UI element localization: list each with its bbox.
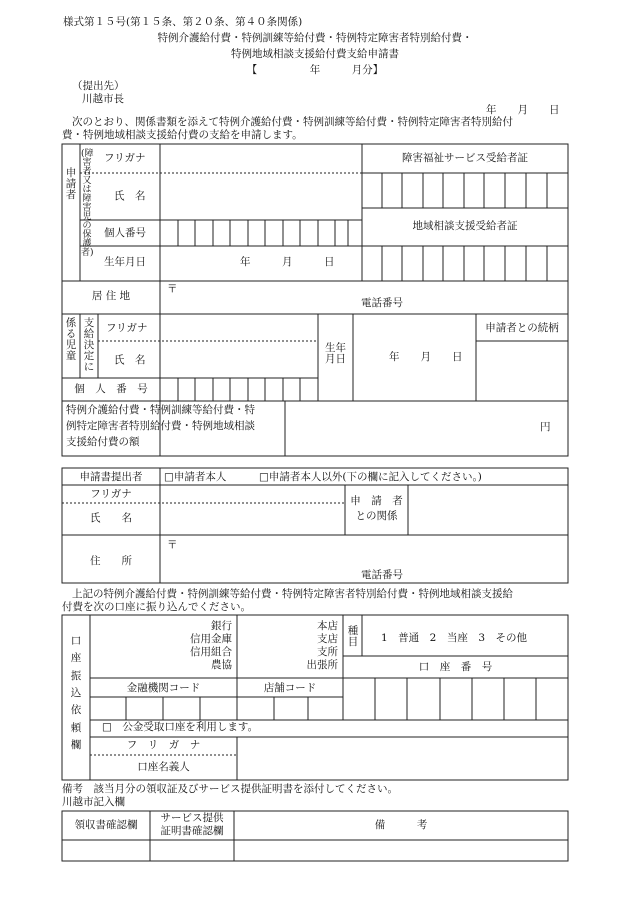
address-label: 居 住 地 [91, 290, 131, 302]
bank-code-label: 金融機関コード [126, 682, 201, 694]
applicant-name-label: 氏 名 [114, 190, 146, 202]
child-furigana-label: フリガナ [106, 322, 148, 334]
child-birth-label: 生年月日 [325, 342, 346, 366]
amount-label-2: 例特定障害者特別給付費・特例地域相談 [66, 420, 255, 432]
receipt-check-label: 領収書確認欄 [74, 819, 138, 831]
service-check-label-2: 証明書確認欄 [160, 825, 224, 837]
bank-side-label: 口座振込依頼欄 [70, 635, 82, 751]
application-date[interactable]: 年 月 日 [486, 104, 560, 116]
child-birth-date[interactable]: 年 月 日 [389, 351, 463, 363]
child-side-label-2: 支給決定に [83, 317, 95, 374]
submitter-postal[interactable]: 〒 [167, 539, 178, 551]
child-side-label-1: 係る児童 [65, 317, 77, 363]
title-line-3: 【 年 月分】 [246, 64, 384, 76]
account-kinds[interactable]: 1 普通 2 当座 3 その他 [381, 632, 528, 644]
bank-type-bank: 銀行 [211, 620, 232, 632]
transfer-note-2: 付費を次の口座に振り込んでください。 [62, 601, 251, 613]
applicant-birth-date[interactable]: 年 月 日 [240, 256, 335, 268]
child-relation-label: 申請者との続柄 [485, 322, 559, 334]
submitter-relation-2: との関係 [355, 510, 398, 522]
remarks-label: 備 考 [374, 819, 428, 831]
bank-type-shinkin: 信用金庫 [190, 633, 232, 645]
applicant-side-label: 申請者 [65, 167, 77, 202]
address-postal[interactable]: 〒 [167, 283, 178, 295]
submitter-opt-self[interactable]: □申請者本人 [164, 471, 227, 483]
amount-label-1: 特例介護給付費・特例訓練等給付費・特 [66, 404, 255, 416]
submitter-furigana-label: フリガナ [90, 488, 132, 500]
holder-furigana-label: フ リ ガ ナ [126, 739, 201, 751]
welfare-cert-label: 障害福祉サービス受給者証 [402, 152, 528, 164]
public-account-checkbox[interactable]: □ 公金受取口座を利用します。 [102, 721, 259, 733]
remarks-note: 備考 該当月分の領収証及びサービス提供証明書を添付してください。 [62, 783, 398, 795]
account-kind-label: 種目 [347, 625, 359, 649]
form-number: 様式第１５号(第１５条、第２０条、第４０条関係) [63, 16, 303, 28]
submitter-opt-other[interactable]: □申請者本人以外(下の欄に記入してください。) [259, 471, 482, 483]
submitter-relation-1: 申 請 者 [350, 495, 403, 507]
title-line-2: 特例地域相談支援給付費支給申請書 [231, 48, 399, 60]
mayor: 川越市長 [82, 93, 124, 105]
amount-label-3: 支援給付費の額 [66, 436, 140, 448]
applicant-side-note: (障害者又は障害児の保護者) [81, 149, 94, 258]
submitter-phone[interactable]: 電話番号 [361, 569, 403, 581]
branch-type-office: 支所 [317, 646, 338, 658]
service-check-label-1: サービス提供 [160, 812, 224, 824]
branch-code-label: 店舗コード [263, 682, 317, 694]
applicant-birth-label: 生年月日 [104, 256, 146, 268]
submitter-label: 申請書提出者 [79, 471, 143, 483]
bank-type-shinkumi: 信用組合 [190, 646, 232, 658]
account-number-label: 口 座 番 号 [418, 661, 493, 673]
transfer-note-1: 上記の特例介護給付費・特例訓練等給付費・特例特定障害者特別給付費・特例地域相談支援給 [72, 588, 513, 600]
bank-type-nokyo: 農協 [211, 659, 232, 671]
address-phone[interactable]: 電話番号 [361, 297, 403, 309]
title-line-1: 特例介護給付費・特例訓練等給付費・特例特定障害者特別給付費・ [157, 32, 473, 44]
intro-line-2: 費・特例地域相談支援給付費の支給を申請します。 [62, 129, 303, 141]
branch-type-agency: 出張所 [306, 659, 338, 671]
applicant-my-number-label: 個人番号 [104, 227, 146, 239]
regional-cert-label: 地域相談支援受給者証 [412, 220, 518, 232]
submitter-address-label: 住 所 [90, 555, 132, 567]
holder-name-label: 口座名義人 [137, 761, 190, 773]
intro-line-1: 次のとおり、関係書類を添えて特例介護給付費・特例訓練等給付費・特例特定障害者特別給付 [72, 116, 513, 128]
submit-to: （提出先） [72, 80, 125, 92]
amount-unit: 円 [540, 421, 551, 433]
child-name-label: 氏 名 [114, 354, 146, 366]
branch-type-main: 本店 [317, 620, 338, 632]
branch-type-branch: 支店 [317, 633, 338, 645]
applicant-furigana-label: フリガナ [104, 152, 146, 164]
child-my-number-label: 個 人 番 号 [74, 383, 148, 395]
city-section-label: 川越市記入欄 [62, 796, 125, 808]
submitter-name-label: 氏 名 [90, 512, 132, 524]
